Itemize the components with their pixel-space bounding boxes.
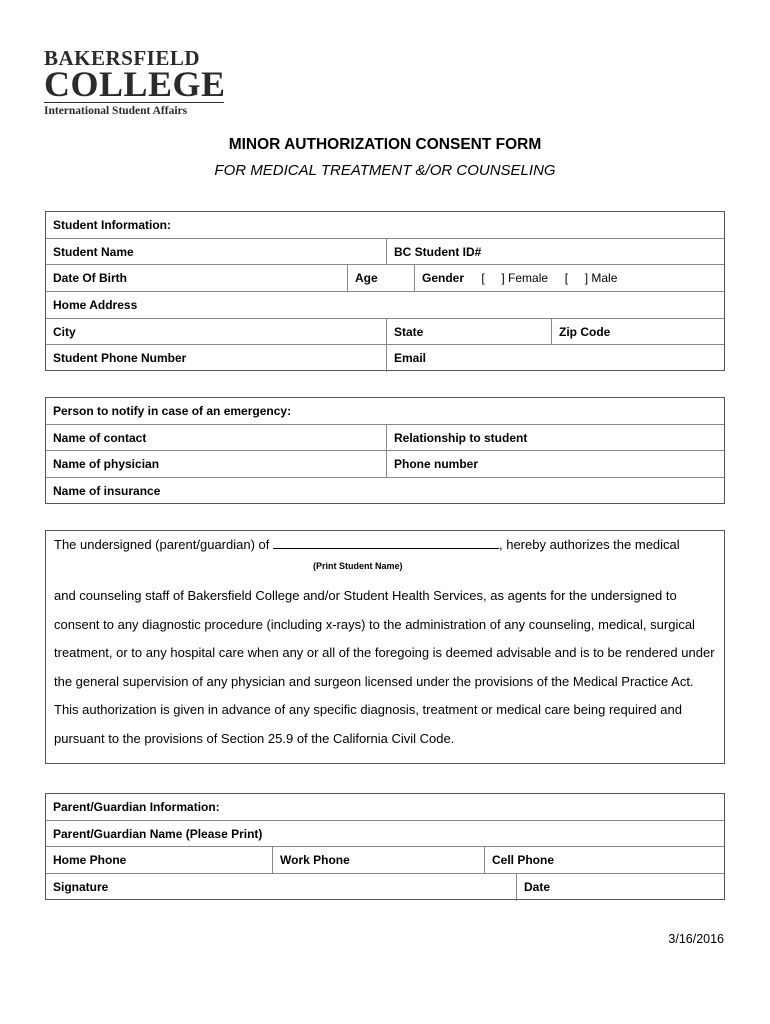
age-field[interactable]: Age [347, 265, 414, 291]
contact-row [46, 425, 724, 452]
home-address-field[interactable]: Home Address [53, 298, 138, 313]
logo-line-1: BAKERSFIELD [44, 46, 201, 70]
form-subtitle: FOR MEDICAL TREATMENT &/OR COUNSELING [214, 162, 556, 179]
state-field[interactable]: State [386, 319, 551, 345]
city-row [46, 319, 724, 346]
logo-line-2: COLLEGE [44, 64, 226, 104]
guardian-header: Parent/Guardian Information: [53, 800, 220, 814]
print-student-name-label: (Print Student Name) [313, 561, 403, 571]
student-name-field[interactable]: Student Name [53, 244, 134, 259]
consent-first-line [54, 535, 680, 552]
student-id-field[interactable]: BC Student ID# [386, 239, 724, 265]
work-phone-field[interactable]: Work Phone [272, 847, 484, 873]
city-field[interactable]: City [53, 324, 76, 339]
consent-body: and counseling staff of Bakersfield College and/or Student Health Services, as agents for the undersigned to consent to any diagnostic procedure (including x-rays) to the administration of any counseling, medical, surgical treatment, or to any hospital care when any or all of the foregoing is deemed advisable and is to be rendered under the general supervision of any physician and surgeon licensed under the provisions of the Medical Practice Act. This authorization is given in advance of any specific diagnosis, treatment or medical care being required and pursuant to the provisions of Section 25.9 of the California Civil Code. [54, 588, 715, 746]
physician-name-field[interactable]: Name of physician [53, 457, 160, 472]
emergency-header-row [46, 398, 724, 425]
student-info-header-row [46, 212, 724, 239]
guardian-name-row [46, 821, 724, 848]
phone-row [46, 345, 724, 372]
consent-tail: , hereby authorizes the medical [499, 537, 680, 552]
student-name-blank[interactable] [273, 535, 499, 549]
gender-options[interactable]: [ ] Female [ ] Male [481, 271, 618, 286]
gender-label: Gender [422, 271, 465, 286]
emergency-header: Person to notify in case of an emergency: [53, 404, 292, 418]
insurance-row [46, 478, 724, 505]
dob-row [46, 265, 724, 292]
address-row [46, 292, 724, 319]
date-field[interactable]: Date [516, 874, 724, 901]
signature-row [46, 874, 724, 901]
zip-field[interactable]: Zip Code [551, 319, 724, 345]
consent-lead: The undersigned (parent/guardian) of [54, 537, 270, 552]
email-field[interactable]: Email [386, 345, 724, 372]
logo-line-3: International Student Affairs [44, 105, 188, 117]
home-phone-field[interactable]: Home Phone [53, 853, 127, 868]
student-info-header: Student Information: [53, 218, 171, 232]
contact-name-field[interactable]: Name of contact [53, 430, 147, 445]
gender-field[interactable] [414, 265, 724, 291]
physician-row [46, 451, 724, 478]
guardian-table [45, 793, 725, 900]
guardian-name-field[interactable]: Parent/Guardian Name (Please Print) [53, 826, 263, 841]
student-name-row [46, 239, 724, 266]
physician-phone-field[interactable]: Phone number [386, 451, 724, 477]
insurance-field[interactable]: Name of insurance [53, 484, 161, 499]
college-logo [44, 48, 234, 119]
guardian-phone-row [46, 847, 724, 874]
emergency-table [45, 397, 725, 504]
student-info-table [45, 211, 725, 371]
signature-field[interactable]: Signature [53, 880, 109, 895]
relationship-field[interactable]: Relationship to student [386, 425, 724, 451]
form-title: MINOR AUTHORIZATION CONSENT FORM [228, 136, 542, 153]
guardian-header-row [46, 794, 724, 821]
dob-field[interactable]: Date Of Birth [53, 271, 128, 286]
cell-phone-field[interactable]: Cell Phone [484, 847, 724, 873]
revision-date: 3/16/2016 [668, 932, 724, 946]
student-phone-field[interactable]: Student Phone Number [53, 351, 187, 366]
consent-statement [45, 530, 725, 764]
